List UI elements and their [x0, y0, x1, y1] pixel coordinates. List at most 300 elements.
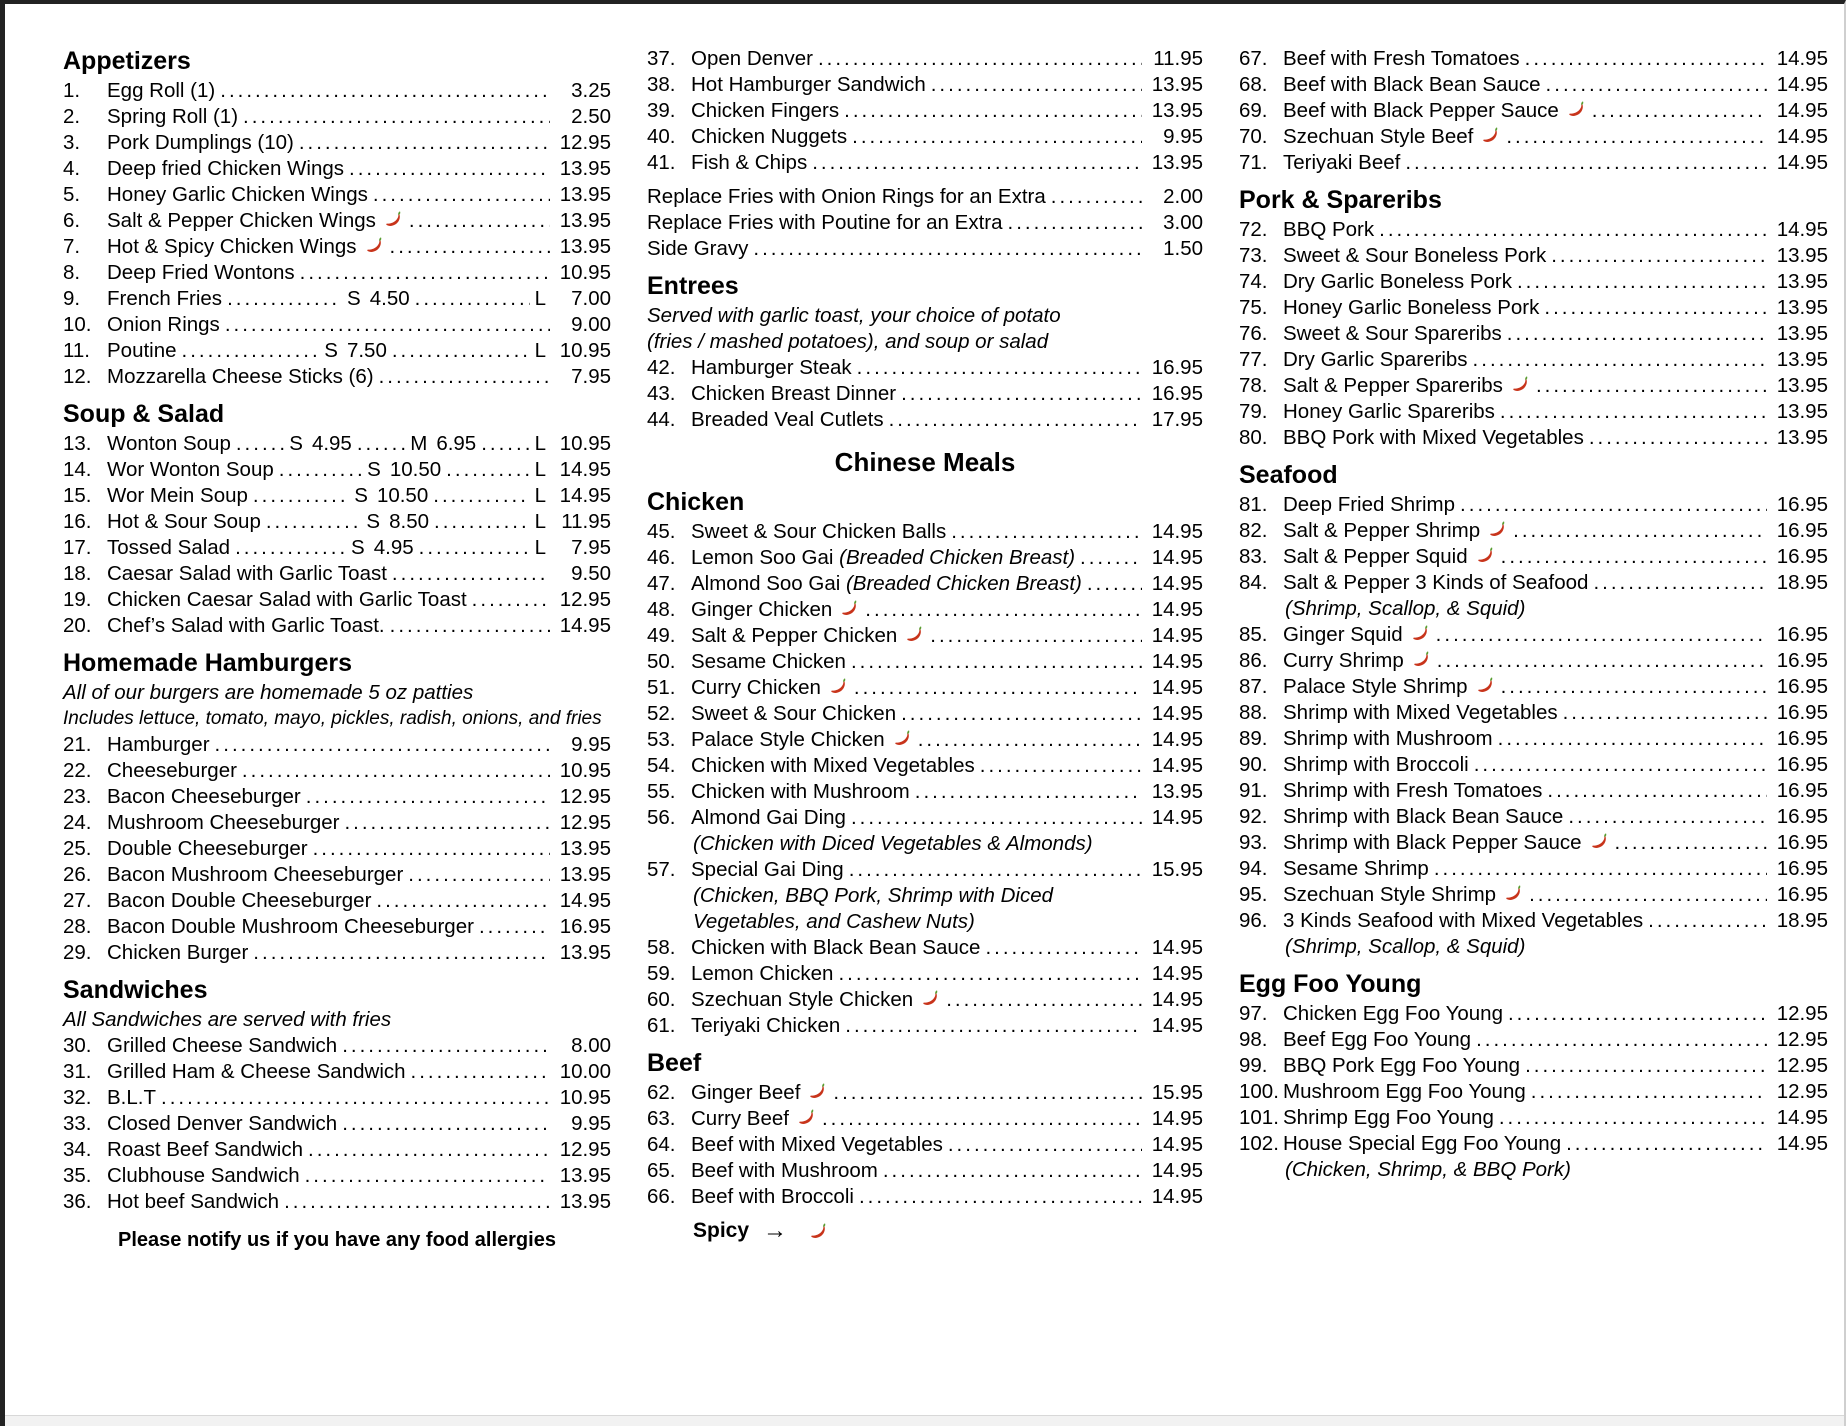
item-name-text: Grilled Cheese Sandwich: [107, 1034, 338, 1057]
dot-leader: [1501, 544, 1767, 570]
item-name-text: Poutine: [107, 339, 177, 362]
item-name-text: Bacon Double Cheeseburger: [107, 889, 372, 912]
item-name-text: Dry Garlic Spareribs: [1283, 348, 1468, 371]
item-price: 12.95: [1776, 1080, 1828, 1103]
dot-leader: [1437, 648, 1767, 674]
item-number: 42.: [647, 356, 676, 379]
item-name: [1283, 544, 1496, 570]
item-price: 14.95: [1151, 520, 1203, 543]
item-name: [1283, 1001, 1503, 1027]
menu-item-row: [1239, 882, 1828, 908]
menu-item-row: [647, 1132, 1203, 1158]
menu-item-row: [647, 935, 1203, 961]
dot-leader: [284, 1189, 550, 1215]
item-name-text: Curry Beef: [691, 1107, 789, 1130]
menu-item-row: [63, 1033, 611, 1059]
menu-item-row: [63, 888, 611, 914]
item-number: 11.: [63, 339, 90, 362]
item-name: [107, 1137, 303, 1163]
item-price: 2.50: [571, 105, 611, 128]
item-name: [691, 727, 913, 753]
dot-leader: [1506, 124, 1767, 150]
item-name: [691, 98, 839, 124]
item-number: 3.: [63, 131, 81, 154]
dot-leader: [1517, 269, 1767, 295]
item-name-text: Side Gravy: [647, 237, 749, 260]
item-name-text: Chicken Breast Dinner: [691, 382, 897, 405]
dot-leader: [342, 1111, 550, 1137]
menu-item-row: [1239, 72, 1828, 98]
item-price: 16.95: [1776, 727, 1828, 750]
menu-item-row: [63, 1189, 611, 1215]
dot-leader: [1008, 210, 1143, 236]
item-name: [691, 857, 844, 883]
item-name-text: Szechuan Style Beef: [1283, 125, 1474, 148]
item-name-text: 3 Kinds Seafood with Mixed Vegetables: [1283, 909, 1644, 932]
item-name-text: Hot beef Sandwich: [107, 1190, 280, 1213]
menu-item-row: [63, 156, 611, 182]
item-name: [107, 104, 238, 130]
dot-leader: [844, 98, 1142, 124]
dot-leader: [1500, 399, 1767, 425]
item-name-text: Pork Dumplings (10): [107, 131, 294, 154]
item-price: 14.95: [1776, 99, 1828, 122]
item-number: 77.: [1239, 348, 1268, 371]
dot-leader: [1501, 674, 1767, 700]
item-number: 90.: [1239, 753, 1268, 776]
dot-leader: [305, 1163, 550, 1189]
item-name: [1283, 269, 1512, 295]
dot-leader: [1379, 217, 1767, 243]
item-price: 16.95: [1151, 382, 1203, 405]
menu-item-row: [647, 184, 1203, 210]
menu-item-row: [1239, 804, 1828, 830]
dot-leader: [161, 1085, 550, 1111]
size-label: L: [534, 510, 546, 533]
dot-leader: [883, 1158, 1142, 1184]
menu-item-row: [647, 210, 1203, 236]
item-number: 89.: [1239, 727, 1268, 750]
item-name: [691, 805, 846, 831]
item-number: 46.: [647, 546, 676, 569]
dot-leader: [845, 1013, 1142, 1039]
item-name: [1283, 425, 1584, 451]
item-name-text: Salt & Pepper Shrimp: [1283, 519, 1481, 542]
item-number: 7.: [63, 235, 81, 258]
item-name-text: Ginger Beef: [691, 1081, 801, 1104]
menu-item-row: [63, 613, 611, 639]
item-name-text: Onion Rings: [107, 313, 220, 336]
menu-item-row: [1239, 321, 1828, 347]
size-label: L: [534, 339, 546, 362]
item-price: 13.95: [1776, 348, 1828, 371]
menu-item-row: [647, 701, 1203, 727]
item-name-text: Chicken Egg Foo Young: [1283, 1002, 1503, 1025]
item-number: 85.: [1239, 623, 1268, 646]
item-number: 58.: [647, 936, 676, 959]
item-name-text: Egg Roll (1): [107, 79, 216, 102]
item-name-text: BBQ Pork Egg Foo Young: [1283, 1054, 1521, 1077]
menu-item-row: [1239, 1131, 1828, 1157]
dot-leader: [411, 1059, 550, 1085]
dot-leader: [1087, 571, 1142, 597]
item-name: [1283, 243, 1546, 269]
item-name-text: Dry Garlic Boneless Pork: [1283, 270, 1512, 293]
item-number: 5.: [63, 183, 81, 206]
menu-item-row: [1239, 752, 1828, 778]
item-name-text: Curry Shrimp: [1283, 649, 1404, 672]
dot-leader: [182, 338, 320, 364]
item-name: [1283, 622, 1431, 648]
menu-item-row: [647, 381, 1203, 407]
size-price: 7.50: [346, 339, 387, 362]
item-price: 14.95: [1151, 676, 1203, 699]
dot-leader: [236, 431, 284, 457]
dot-leader: [1525, 1053, 1767, 1079]
item-name-text: Sweet & Sour Spareribs: [1283, 322, 1502, 345]
item-price: 13.95: [1151, 99, 1203, 122]
dot-leader: [851, 649, 1142, 675]
spicy-legend-label: Spicy: [693, 1219, 750, 1242]
item-name-text: Breaded Veal Cutlets: [691, 408, 884, 431]
item-name: [1283, 321, 1502, 347]
menu-item-row: [63, 364, 611, 390]
item-number: 8.: [63, 261, 81, 284]
menu-item-row: [1239, 46, 1828, 72]
item-name-text: Teriyaki Beef: [1283, 151, 1401, 174]
chili-pepper-icon: [1410, 623, 1431, 644]
menu-item-row: [647, 597, 1203, 623]
item-number: 52.: [647, 702, 676, 725]
dot-leader: [1405, 150, 1767, 176]
item-price: 14.95: [1151, 936, 1203, 959]
item-name: [691, 545, 1075, 571]
menu-item-row: [1239, 399, 1828, 425]
menu-item-row: [1239, 269, 1828, 295]
item-number: 95.: [1239, 883, 1268, 906]
item-name: [691, 987, 941, 1013]
dot-leader: [1589, 425, 1767, 451]
dot-leader: [1529, 882, 1767, 908]
menu-item-row: [1239, 98, 1828, 124]
menu-item-row: [63, 1137, 611, 1163]
menu-item-row: [63, 457, 611, 483]
item-name-text: Shrimp with Black Pepper Sauce: [1283, 831, 1582, 854]
item-number: 51.: [647, 676, 676, 699]
item-number: 22.: [63, 759, 92, 782]
item-price: 14.95: [1151, 598, 1203, 621]
item-number: 34.: [63, 1138, 92, 1161]
item-number: 97.: [1239, 1002, 1268, 1025]
item-name: [107, 1033, 337, 1059]
item-number: 48.: [647, 598, 676, 621]
item-price: 16.95: [1776, 805, 1828, 828]
item-name-text: Chicken Burger: [107, 941, 249, 964]
item-name-text: Beef with Broccoli: [691, 1185, 854, 1208]
item-name: [1283, 778, 1542, 804]
item-name: [647, 236, 748, 262]
dot-leader: [433, 483, 529, 509]
item-number: 21.: [63, 733, 92, 756]
item-name: [691, 355, 852, 381]
menu-column: [1239, 46, 1828, 1253]
dot-leader: [242, 758, 550, 784]
item-name-text: Clubhouse Sandwich: [107, 1164, 300, 1187]
item-number: 101.: [1239, 1106, 1279, 1129]
menu-item-row: [1239, 700, 1828, 726]
dot-leader: [1547, 778, 1767, 804]
item-number: 44.: [647, 408, 676, 431]
item-name: [647, 210, 1003, 236]
menu-item-row: [1239, 124, 1828, 150]
item-name-text: Ginger Chicken: [691, 598, 833, 621]
item-number: 32.: [63, 1086, 92, 1109]
item-number: 19.: [63, 588, 92, 611]
dot-leader: [299, 130, 550, 156]
item-price: 10.00: [559, 1060, 611, 1083]
item-price: 16.95: [1151, 356, 1203, 379]
item-name: [1283, 700, 1558, 726]
dot-leader: [235, 535, 346, 561]
item-name: [691, 753, 975, 779]
item-name: [691, 1184, 854, 1210]
item-name: [691, 1013, 840, 1039]
item-name-text: Teriyaki Chicken: [691, 1014, 841, 1037]
menu-item-row: [1239, 295, 1828, 321]
item-name: [1283, 804, 1563, 830]
item-price: 13.95: [1151, 151, 1203, 174]
item-price: 14.95: [1151, 1159, 1203, 1182]
item-number: 12.: [63, 365, 92, 388]
dot-leader: [1568, 804, 1767, 830]
menu-section: [1239, 46, 1828, 176]
item-number: 49.: [647, 624, 676, 647]
dot-leader: [812, 150, 1142, 176]
size-label: L: [534, 484, 546, 507]
item-price: 14.95: [1776, 151, 1828, 174]
item-number: 15.: [63, 484, 92, 507]
item-name: [647, 184, 1046, 210]
item-price: 3.25: [571, 79, 611, 102]
item-number: 68.: [1239, 73, 1268, 96]
item-price: 16.95: [1776, 779, 1828, 802]
menu-item-row: [1239, 373, 1828, 399]
dot-leader: [1546, 72, 1767, 98]
dot-leader: [1436, 622, 1767, 648]
item-price: 13.95: [1776, 322, 1828, 345]
item-number: 71.: [1239, 151, 1268, 174]
item-price: 16.95: [1776, 493, 1828, 516]
section-title: Soup & Salad: [63, 400, 225, 428]
dot-leader: [1051, 184, 1142, 210]
item-name: [107, 156, 344, 182]
dot-leader: [392, 338, 530, 364]
item-number: 91.: [1239, 779, 1268, 802]
item-price: 16.95: [1776, 545, 1828, 568]
item-number: 35.: [63, 1164, 92, 1187]
menu-item-row: [63, 1059, 611, 1085]
item-name: [107, 1163, 300, 1189]
item-name-text: Shrimp Egg Foo Young: [1283, 1106, 1494, 1129]
item-price: 14.95: [1776, 218, 1828, 241]
item-name-text: Sesame Shrimp: [1283, 857, 1429, 880]
item-name-text: Szechuan Style Chicken: [691, 988, 914, 1011]
menu-columns: [5, 4, 1844, 1253]
item-name-text: Beef with Fresh Tomatoes: [1283, 47, 1520, 70]
menu-item-row: [647, 753, 1203, 779]
dot-leader: [1473, 347, 1767, 373]
item-number: 37.: [647, 47, 676, 70]
dot-leader: [865, 597, 1142, 623]
menu-item-row: [63, 312, 611, 338]
item-name-text: Shrimp with Mixed Vegetables: [1283, 701, 1558, 724]
item-price: 14.95: [1151, 754, 1203, 777]
item-name: [107, 1085, 156, 1111]
chili-pepper-icon: [828, 676, 849, 697]
item-name-text: Wor Wonton Soup: [107, 458, 274, 481]
item-name-text: Chicken Caesar Salad with Garlic Toast: [107, 588, 467, 611]
menu-item-row: [63, 104, 611, 130]
item-number: 54.: [647, 754, 676, 777]
item-number: 53.: [647, 728, 676, 751]
item-name: [107, 260, 295, 286]
size-price: 11.95: [561, 510, 611, 533]
item-number: 18.: [63, 562, 92, 585]
dot-leader: [373, 182, 550, 208]
item-name: [691, 1158, 878, 1184]
section-title: Egg Foo Young: [1239, 970, 1422, 998]
dot-leader: [434, 509, 530, 535]
dot-leader: [419, 535, 530, 561]
item-sub-note: (Shrimp, Scallop, & Squid): [1285, 935, 1526, 958]
item-price: 12.95: [559, 1138, 611, 1161]
menu-item-row: [647, 779, 1203, 805]
item-name-text: Tossed Salad: [107, 536, 231, 559]
size-label: M: [410, 432, 428, 455]
menu-column: [647, 46, 1203, 1253]
menu-item-row: [1239, 544, 1828, 570]
item-name: [107, 1189, 279, 1215]
item-price: 14.95: [1151, 728, 1203, 751]
dot-leader: [415, 286, 530, 312]
chili-pepper-icon: [1589, 831, 1610, 852]
size-price: 4.95: [373, 536, 414, 559]
item-name: [1283, 98, 1587, 124]
item-number: 102.: [1239, 1132, 1279, 1155]
item-name-text: Replace Fries with Onion Rings for an Extra: [647, 185, 1046, 208]
size-price: 14.95: [559, 484, 611, 507]
item-name: [107, 535, 230, 561]
item-name-text: Curry Chicken: [691, 676, 821, 699]
menu-item-row: [647, 150, 1203, 176]
menu-item-row: [647, 805, 1203, 831]
dot-leader: [390, 234, 550, 260]
item-name-text: Honey Garlic Chicken Wings: [107, 183, 368, 206]
item-price: 13.95: [559, 235, 611, 258]
item-name-text: BBQ Pork with Mixed Vegetables: [1283, 426, 1584, 449]
dot-leader: [753, 236, 1142, 262]
menu-item-row: [63, 260, 611, 286]
item-price: 12.95: [559, 131, 611, 154]
item-price: 14.95: [1776, 73, 1828, 96]
item-name: [107, 836, 308, 862]
item-name-text: Wor Mein Soup: [107, 484, 248, 507]
item-number: 86.: [1239, 649, 1268, 672]
item-name-text: BBQ Pork: [1283, 218, 1375, 241]
menu-item-row: [63, 130, 611, 156]
menu-item-row: [63, 862, 611, 888]
item-name: [691, 124, 847, 150]
menu-item-row: [647, 98, 1203, 124]
item-name: [107, 78, 215, 104]
item-name-text: Beef with Mushroom: [691, 1159, 878, 1182]
menu-item-row: [647, 571, 1203, 597]
item-name: [107, 431, 231, 457]
size-price: 10.95: [559, 432, 612, 455]
item-number: 56.: [647, 806, 676, 829]
dot-leader: [1593, 570, 1767, 596]
menu-item-row: [647, 519, 1203, 545]
dot-leader: [481, 431, 529, 457]
item-price: 14.95: [1151, 1014, 1203, 1037]
item-name-text: Spring Roll (1): [107, 105, 239, 128]
item-name: [107, 613, 385, 639]
menu-item-row: [647, 1106, 1203, 1132]
item-name: [691, 597, 860, 623]
item-name: [1283, 373, 1531, 399]
menu-item-row: [1239, 1027, 1828, 1053]
menu-item-row: [63, 483, 611, 509]
menu-item-row: [63, 914, 611, 940]
item-number: 55.: [647, 780, 676, 803]
item-number: 61.: [647, 1014, 676, 1037]
dot-leader: [854, 675, 1142, 701]
dot-leader: [313, 836, 550, 862]
item-name: [107, 234, 385, 260]
item-name-text: Deep Fried Wontons: [107, 261, 295, 284]
item-number: 100.: [1239, 1080, 1279, 1103]
dot-leader: [308, 1137, 550, 1163]
item-price: 14.95: [1151, 1107, 1203, 1130]
item-number: 78.: [1239, 374, 1268, 397]
item-price: 9.95: [571, 733, 611, 756]
menu-item-row: [1239, 778, 1828, 804]
item-name: [1283, 217, 1374, 243]
item-name-text: Shrimp with Fresh Tomatoes: [1283, 779, 1543, 802]
menu-item-row: [647, 961, 1203, 987]
menu-item-row: [63, 587, 611, 613]
dot-leader: [344, 810, 550, 836]
dot-leader: [376, 888, 550, 914]
chili-pepper-icon: [1480, 125, 1501, 146]
dot-leader: [279, 457, 362, 483]
menu-item-row: [647, 72, 1203, 98]
item-price: 16.95: [1776, 701, 1828, 724]
item-name: [107, 208, 404, 234]
item-name-detail: (Breaded Chicken Breast): [839, 546, 1076, 569]
item-name-text: Fish & Chips: [691, 151, 808, 174]
menu-item-row: [1239, 726, 1828, 752]
right-arrow-icon: →: [763, 1217, 788, 1244]
item-price: 18.95: [1776, 571, 1828, 594]
dot-leader: [889, 407, 1142, 433]
item-price: 7.95: [571, 365, 611, 388]
item-name: [691, 1106, 817, 1132]
dot-leader: [266, 509, 362, 535]
menu-item-row: [63, 810, 611, 836]
chili-pepper-icon: [920, 988, 941, 1009]
menu-item-row: [647, 987, 1203, 1013]
